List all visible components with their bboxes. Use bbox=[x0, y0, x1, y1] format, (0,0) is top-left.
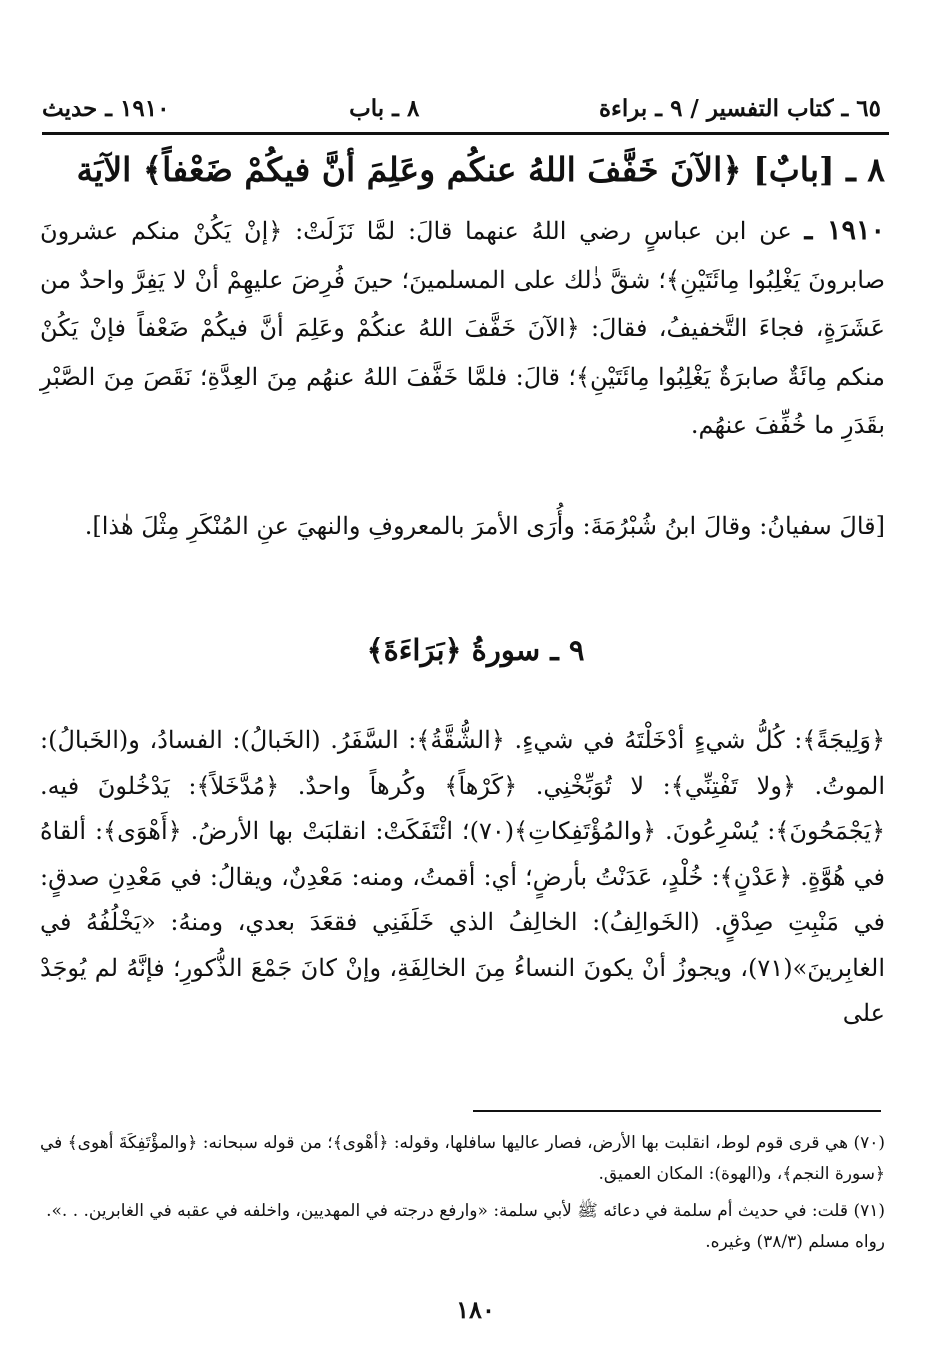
hadith-paragraph bbox=[40, 207, 885, 450]
footnote-rule bbox=[473, 1110, 881, 1112]
hadith-number: ١٩١٠ ـ bbox=[804, 215, 885, 246]
header-hadith-ref: ١٩١٠ ـ حديث bbox=[42, 94, 170, 122]
surah-title: ٩ ـ سورةُ ﴿بَرَاءَةَ﴾ bbox=[366, 633, 585, 667]
header-chapter: ٦٥ ـ كتاب التفسير / ٩ ـ براءة bbox=[598, 94, 881, 122]
running-header bbox=[42, 86, 881, 130]
header-rule bbox=[42, 132, 889, 135]
footnote-70: (٧٠) هي قرى قوم لوط، انقلبت بها الأرض، فصار عاليها سافلها، وقوله: ﴿أهْوى﴾؛ من قوله سبحانه: ﴿والمؤْتَفِكَةَ أهوى﴾ في ﴿سورة النجم﴾، و(الهوة): المكان العميق. bbox=[39, 1133, 885, 1184]
hadith-text: عن ابن عباسٍ رضي اللهُ عنهما قالَ: لمَّا نَزَلَتْ: ﴿إنْ يَكُنْ منكم عشرونَ صابرونَ يَغْلِبُوا مِائَتَيْنِ﴾؛ شقَّ ذٰلك على المسلمينَ؛ حينَ فُرِضَ عليهِمْ أنْ لا يَفِرَّ واحدٌ من عَشَرَةٍ، فجاءَ التَّخفيفُ، فقالَ: ﴿الآنَ خَفَّفَ اللهُ عنكُمْ وعَلِمَ أنَّ فيكُمْ ضَعْفاً فإنْ يَكُنْ منكم مِائَةٌ صابرَةٌ يَغْلِبُوا مِائَتَيْنِ﴾؛ قالَ: فلمَّا خَفَّفَ اللهُ عنهُم مِنَ العِدَّةِ؛ نَقَصَ مِنَ الصَّبْرِ بقَدَرِ ما خُفِّفَ عنهُم. bbox=[40, 217, 886, 439]
footnote-71: (٧١) قلت: في حديث أم سلمة في دعائه ﷺ لأبي سلمة: «وارفع درجته في المهديين، واخلفه في عقبه في الغابرين. . .». رواه مسلم (٣٨/٣) وغيره. bbox=[46, 1201, 885, 1252]
chapter-heading: ٨ ـ [بابٌ] ﴿الآنَ خَفَّفَ اللهُ عنكُم وعَلِمَ أنَّ فيكُمْ ضَعْفاً﴾ الآيَة bbox=[76, 150, 885, 189]
page-number: ١٨٠ bbox=[456, 1295, 495, 1324]
tafsir-paragraph: ﴿وَلِيجَةً﴾: كُلُّ شيءٍ أدْخَلْتَهُ في شيءٍ. ﴿الشُّقَّةُ﴾: السَّفَرُ. (الخَبالُ): الفسادُ، و(الخَبالُ): الموتُ. ﴿ولا تَفْتِنِّي﴾: لا تُوَبِّخْنِي. ﴿كَرْهاً﴾ وكُرهاً واحدٌ. ﴿مُدَّخَلاً﴾: يَدْخُلونَ فيه. ﴿يَجْمَحُونَ﴾: يُسْرِعُونَ. ﴿والمُؤْتَفِكاتِ﴾(٧٠)؛ ائْتَفَكَتْ: انقلبَتْ بها الأرضُ. ﴿أَهْوَى﴾: ألقاهُ في هُوَّةٍ. ﴿عَدْنٍ﴾: خُلْدٍ، عَدَنْتُ بأرضٍ؛ أي: أقمتُ، ومنه: مَعْدِنٌ، ويقالُ: في مَعْدِنِ صدقٍ: في مَنْبِتِ صِدْقٍ. (الخَوالِفُ): الخالِفُ الذي خَلَفَنِي فقعَدَ بعدي، ومنهُ: «يَخْلُفُهُ في الغابِرينَ»(٧١)، ويجوزُ أنْ يكونَ النساءُ مِنَ الخالِفَةِ، وإنْ كانَ جَمْعَ الذُّكورِ؛ فإنَّهُ لم يُوجَدْ على bbox=[40, 726, 886, 1027]
sufyan-note: [قالَ سفيانُ: وقالَ ابنُ شُبْرُمَةَ: وأُرَى الأمرَ بالمعروفِ والنهيَ عنِ المُنْكَرِ مِثْلَ هٰذا]. bbox=[84, 512, 885, 540]
header-section: ٨ ـ باب bbox=[349, 94, 420, 122]
footnotes bbox=[40, 1128, 885, 1264]
